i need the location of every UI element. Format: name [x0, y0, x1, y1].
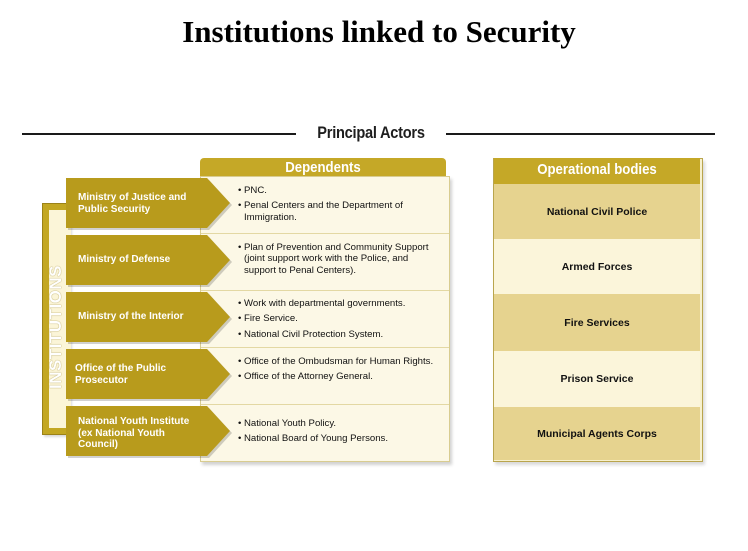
dependents-panel	[200, 176, 450, 462]
operational-body: Fire Services	[494, 294, 700, 351]
dependent-item: • National Youth Policy.	[244, 418, 439, 429]
dependents-row-3	[201, 291, 449, 348]
institution-label: Ministry of Defense	[78, 254, 171, 265]
heading-rule-right	[446, 133, 715, 135]
section-heading: Principal Actors	[317, 123, 425, 142]
operational-body: National Civil Police	[494, 184, 700, 239]
dependent-item: • Office of the Ombudsman for Human Rights.	[244, 356, 439, 367]
dependent-item: • PNC.	[244, 185, 439, 196]
dependent-item: • Penal Centers and the Department of Immigration.	[244, 200, 439, 223]
institution-label: National Youth Institute (ex National Youth Council)	[78, 416, 190, 450]
dependent-item: • National Civil Protection System.	[244, 329, 439, 340]
institution-label: Office of the Public Prosecutor	[75, 363, 167, 386]
institutions-label: INSTITUTIONS	[46, 264, 65, 390]
institution-label: Ministry of Justice and Public Security	[78, 192, 187, 215]
dependent-item: • Plan of Prevention and Community Support (joint support work with the Police, and support to Penal Centers).	[244, 242, 439, 276]
dependents-heading: Dependents	[285, 159, 361, 176]
dependents-row-5	[201, 405, 449, 460]
operational-body: Prison Service	[494, 351, 700, 407]
dependent-item: • Work with departmental governments.	[244, 298, 439, 309]
dependents-row-4	[201, 348, 449, 405]
page-title: Institutions linked to Security	[182, 14, 576, 49]
dependent-item: • Fire Service.	[244, 313, 439, 324]
operational-heading: Operational bodies	[537, 161, 657, 178]
institution-label: Ministry of the Interior	[78, 311, 184, 322]
dependents-row-1	[201, 177, 449, 234]
dependent-item: • National Board of Young Persons.	[244, 433, 439, 444]
dependents-row-2	[201, 234, 449, 291]
operational-body: Armed Forces	[494, 239, 700, 294]
heading-rule-left	[22, 133, 296, 135]
operational-body: Municipal Agents Corps	[494, 407, 700, 460]
dependent-item: • Office of the Attorney General.	[244, 371, 439, 382]
